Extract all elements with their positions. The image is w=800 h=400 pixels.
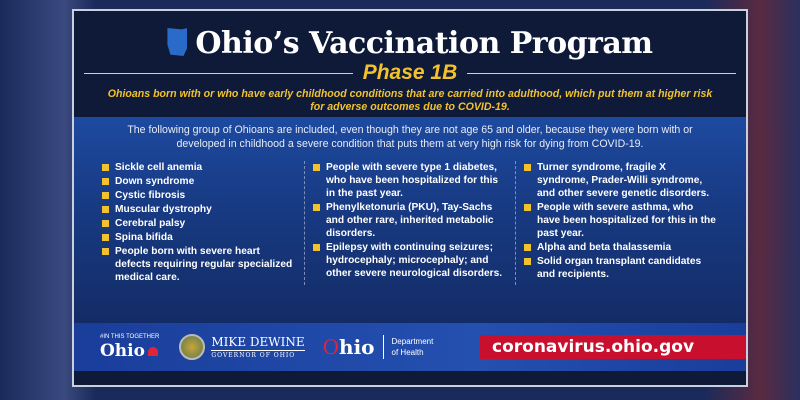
logo-row xyxy=(100,341,158,361)
content xyxy=(74,117,746,323)
list-item xyxy=(313,161,507,200)
phase-label: Phase 1B xyxy=(362,61,458,84)
divider xyxy=(467,73,736,74)
list-item xyxy=(102,231,296,244)
list-item-text: People with severe type 1 diabetes, who have been hospitalized for this in the past year. xyxy=(326,162,499,199)
list-item-text: Alpha and beta thalassemia xyxy=(537,242,672,253)
intro-text: The following group of Ohioans are included, even though they are not age 65 and older, because they were born with or developed in childhood a severe condition that puts them at very high risk for dying from COVID-19. xyxy=(127,124,693,150)
divider xyxy=(84,73,353,74)
bullet-icon xyxy=(313,244,320,251)
ohio-health-logo xyxy=(323,335,384,359)
list-item-text: Cerebral palsy xyxy=(115,218,186,229)
list-item-text: Spina bifida xyxy=(115,232,173,243)
list-item xyxy=(524,241,718,254)
dept-line2: of Health xyxy=(391,348,424,357)
conditions-column xyxy=(305,161,516,285)
website-link[interactable]: coronavirus.ohio.gov xyxy=(480,335,746,359)
bullet-icon xyxy=(102,248,109,255)
list-item xyxy=(313,241,507,280)
dept-line1: Department xyxy=(391,337,434,346)
list-item xyxy=(524,161,718,200)
bullet-icon xyxy=(313,164,320,171)
list-item-text: Solid organ transplant candidates and recipients. xyxy=(537,256,702,280)
infographic-card xyxy=(72,9,748,387)
list-item xyxy=(102,161,296,174)
list-item xyxy=(102,189,296,202)
governor-title: GOVERNOR OF OHIO xyxy=(211,351,296,359)
list-item-text: People born with severe heart defects requiring regular specialized medical care. xyxy=(115,246,293,283)
bullet-icon xyxy=(102,220,109,227)
bullet-icon xyxy=(524,164,531,171)
subtitle: Ohioans born with or who have early childhood conditions that are carried into adulthood, which put them at higher risk for adverse outcomes due to COVID-19. xyxy=(107,88,713,113)
list-item xyxy=(102,245,296,284)
list-item xyxy=(524,255,718,281)
bullet-icon xyxy=(102,164,109,171)
phase-row xyxy=(74,61,746,85)
list-item-text: People with severe asthma, who have been hospitalized for this in the past year. xyxy=(537,202,716,239)
logo-text: Ohio xyxy=(100,341,145,361)
list-item-text: Epilepsy with continuing seizures; hydrocephaly; microcephaly; and other severe neurological disorders. xyxy=(326,242,503,279)
list-item xyxy=(313,201,507,240)
governor-logo xyxy=(211,335,304,360)
ohio-state-icon xyxy=(167,28,187,56)
logo-o: O xyxy=(322,335,340,359)
list-item-text: Down syndrome xyxy=(115,176,195,187)
ohio-seal-icon xyxy=(179,334,205,360)
bullet-icon xyxy=(102,234,109,241)
together-ohio-logo xyxy=(100,333,159,361)
bullet-icon xyxy=(524,204,531,211)
list-item xyxy=(102,217,296,230)
conditions-column xyxy=(94,161,305,285)
footer xyxy=(74,323,746,371)
governor-name: MIKE DEWINE xyxy=(211,334,305,349)
bullet-icon xyxy=(102,178,109,185)
bullet-icon xyxy=(524,244,531,251)
list-item-text: Sickle cell anemia xyxy=(115,162,203,173)
list-item-text: Phenylketonuria (PKU), Tay-Sachs and other rare, inherited metabolic disorders. xyxy=(326,202,494,239)
department-of-health xyxy=(392,336,434,358)
list-item-text: Muscular dystrophy xyxy=(115,204,212,215)
title-text: Ohio’s Vaccination Program xyxy=(195,26,653,61)
list-item xyxy=(524,201,718,240)
list-item-text: Cystic fibrosis xyxy=(115,190,186,201)
bullet-icon xyxy=(102,206,109,213)
list-item xyxy=(102,203,296,216)
list-item xyxy=(102,175,296,188)
bullet-icon xyxy=(313,204,320,211)
conditions-columns xyxy=(94,161,726,285)
page-title xyxy=(74,26,746,61)
bullet-icon xyxy=(102,192,109,199)
logo-small-text: #IN THIS TOGETHER xyxy=(100,334,160,340)
heart-icon xyxy=(148,347,158,356)
logo-hio: hio xyxy=(339,335,375,359)
list-item-text: Turner syndrome, fragile X syndrome, Prader-Willi syndrome, and other severe genetic disorders. xyxy=(537,162,710,199)
conditions-column xyxy=(516,161,726,285)
header xyxy=(74,11,746,117)
bullet-icon xyxy=(524,258,531,265)
bottom-strip xyxy=(74,371,746,385)
